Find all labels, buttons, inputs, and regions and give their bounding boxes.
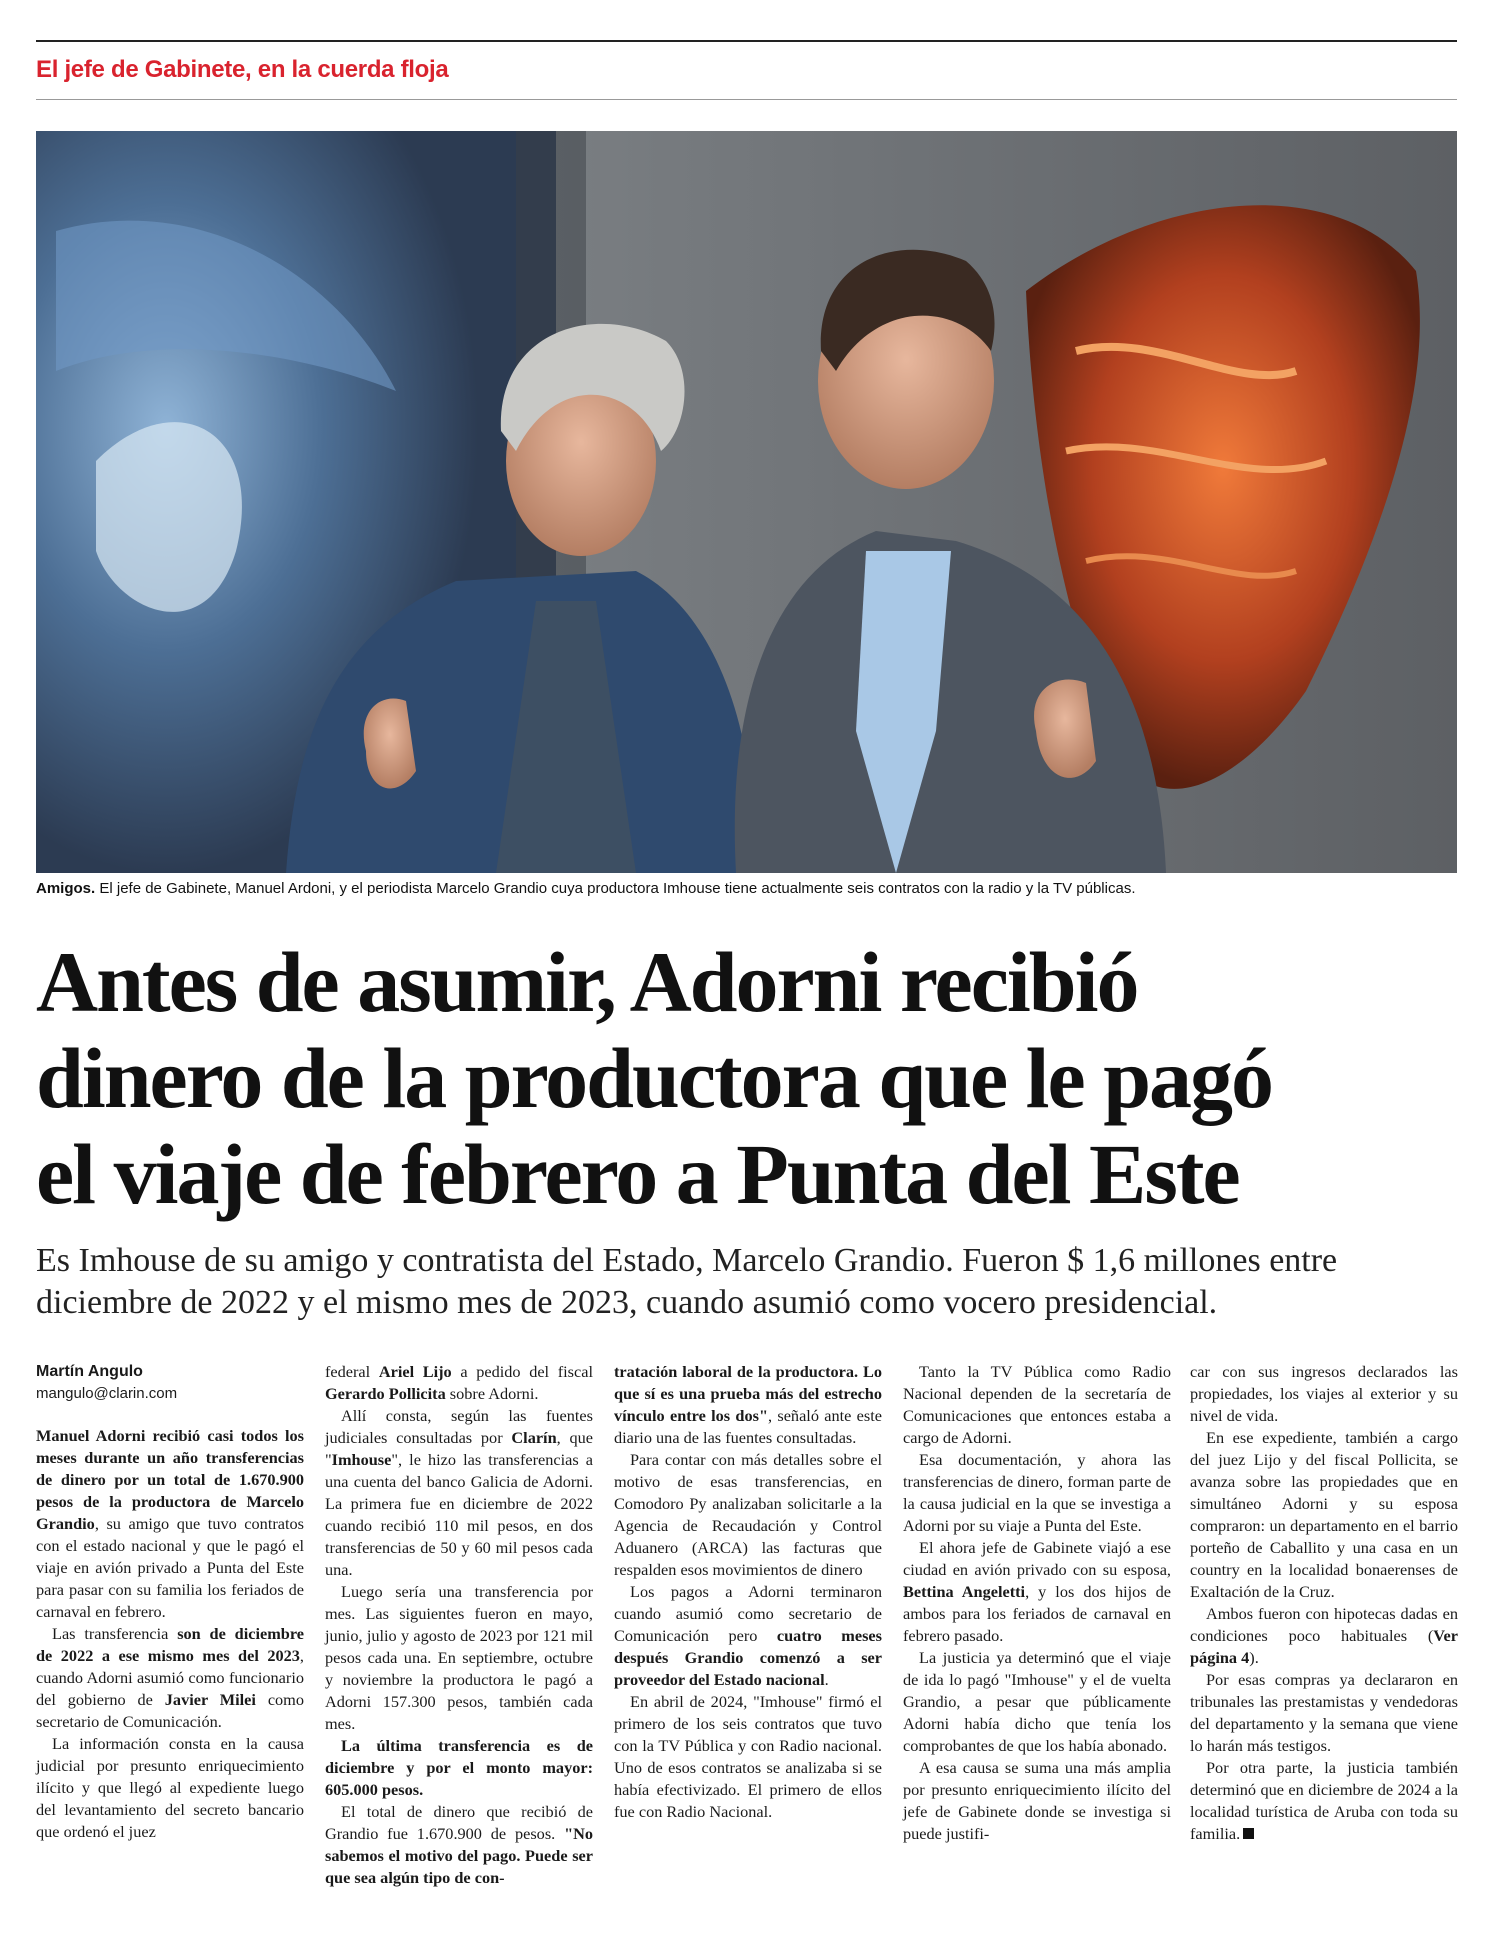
- headline: [36, 934, 1476, 1222]
- deck: [36, 1240, 1476, 1324]
- text: , señaló ante este diario una de las fuentes consultadas.: [614, 1406, 882, 1447]
- column-3: [614, 1361, 882, 1823]
- text: El total de dinero que recibió de Grandio fue 1.670.900 de pesos.: [325, 1802, 593, 1843]
- paragraph: A esa causa se suma una más amplia por presunto enriquecimiento ilícito del jefe de Gabinete donde se investiga si puede justifi-: [903, 1758, 1171, 1843]
- paragraph: [1190, 1603, 1458, 1669]
- text: ).: [1249, 1648, 1259, 1667]
- text: , cuando Adorni asumió como funcionario del gobierno de: [36, 1646, 304, 1709]
- bold-text: cuatro meses después Grandio comenzó a ser proveedor del Estado nacional: [614, 1626, 882, 1689]
- paragraph: Para contar con más detalles sobre el motivo de esas transferencias, en Comodoro Py analizaban solicitarle a la Agencia de Recaudación y Control Aduanero (ARCA) las facturas que respalden esos movimientos de dinero: [614, 1450, 882, 1579]
- text: El ahora jefe de Gabinete viajó a ese ciudad en avión privado con su esposa,: [903, 1538, 1171, 1579]
- bold-text: "No sabemos el motivo del pago. Puede ser que sea algún tipo de con-: [325, 1824, 593, 1887]
- caption-text: El jefe de Gabinete, Manuel Ardoni, y el periodista Marcelo Grandio cuya productora Imhouse tiene actualmente seis contratos con la radio y la TV públicas.: [95, 880, 1136, 897]
- byline-email: mangulo@clarin.com: [36, 1385, 178, 1402]
- paragraph: car con sus ingresos declarados las propiedades, los viajes al exterior y su nivel de vida.: [1190, 1362, 1458, 1425]
- paragraph: La justicia ya determinó que el viaje de ida lo pagó "Imhouse" y el de vuelta Grandio, a pesar que públicamente Adorni había dicho que tenía los comprobantes de que los había abonado.: [903, 1648, 1171, 1755]
- paragraph: [325, 1405, 593, 1581]
- paragraph: [614, 1361, 882, 1449]
- bold-text: La última transferencia es de diciembre y por el monto mayor: 605.000 pesos.: [325, 1736, 593, 1799]
- text: , su amigo que tuvo contratos con el estado nacional y que le pagó el viaje en avión privado a Punta del Este para pasar con su familia los feriados de carnaval en febrero.: [36, 1514, 304, 1621]
- caption-lead: Amigos.: [36, 880, 96, 897]
- text: Allí consta, según las fuentes judiciales consultadas por: [325, 1406, 593, 1447]
- headline-line-3: el viaje de febrero a Punta del Este: [36, 1126, 1239, 1222]
- column-2: [325, 1361, 593, 1889]
- paragraph: [325, 1735, 593, 1801]
- bold-text: Clarín: [511, 1428, 557, 1447]
- text: .: [824, 1670, 829, 1689]
- text: a pedido del fiscal: [451, 1362, 593, 1381]
- bold-text: son de diciembre de 2022 a ese mismo mes del 2023: [36, 1624, 304, 1665]
- byline-name: Martín Angulo: [36, 1363, 143, 1380]
- text: como secretario de Comunicación.: [36, 1690, 304, 1731]
- column-4: [903, 1361, 1171, 1845]
- photo-caption: [36, 880, 1457, 897]
- text: , que ": [325, 1428, 593, 1469]
- paragraph: La información consta en la causa judicial por presunto enriquecimiento ilícito y que llegó al expediente luego del levantamiento del secreto bancario que ordenó el juez: [36, 1734, 304, 1841]
- lead-bold: Manuel Adorni recibió casi todos los meses durante un año transferencias de dinero por un total de 1.670.900 pesos de la productora de Marcelo Grandio: [36, 1426, 304, 1533]
- column-1: [36, 1361, 304, 1843]
- text: ", le hizo las transferencias a una cuenta del banco Galicia de Adorni. La primera fue en diciembre de 2022 cuando recibió 110 mil pesos, en dos transferencias de 50 y 60 mil pesos cada una.: [325, 1450, 593, 1579]
- paragraph: [903, 1537, 1171, 1647]
- paragraph: En abril de 2024, "Imhouse" firmó el primero de los seis contratos que tuvo con la TV Pública y con Radio nacional. Uno de esos contratos se analizaba si se había efectivizado. El primero de ellos fue con Radio Nacional.: [614, 1692, 882, 1821]
- bold-text: Gerardo Pollicita: [325, 1384, 446, 1403]
- bold-text: tratación laboral de la productora. Lo que sí es una prueba más del estrecho vínculo entre los dos": [614, 1362, 882, 1425]
- headline-line-2: dinero de la productora que le pagó: [36, 1030, 1273, 1126]
- paragraph: Luego sería una transferencia por mes. Las siguientes fueron en mayo, junio, julio y agosto de 2023 por 121 mil pesos cada una. En septiembre, octubre y noviembre la productora le pagó a Adorni 157.300 pesos, también cada mes.: [325, 1582, 593, 1733]
- paragraph: [36, 1425, 304, 1623]
- text: Las transferencia: [52, 1624, 178, 1643]
- text: federal: [325, 1362, 379, 1381]
- paragraph: [614, 1581, 882, 1691]
- paragraph: En ese expediente, también a cargo del juez Lijo y del fiscal Pollicita, se avanza sobre las propiedades que en simultáneo Adorni y su esposa compraron: un departamento en el barrio porteño de Caballito y una casa en un country en la localidad bonaerenses de Exaltación de la Cruz.: [1190, 1428, 1458, 1601]
- column-5: [1190, 1361, 1458, 1845]
- text: sobre Adorni.: [445, 1384, 539, 1403]
- bold-text: Bettina Angeletti: [903, 1582, 1026, 1601]
- end-mark-icon: [1243, 1828, 1254, 1839]
- bold-text: Imhouse: [331, 1450, 392, 1469]
- paragraph: [325, 1361, 593, 1405]
- paragraph: Tanto la TV Pública como Radio Nacional dependen de la secretaría de Comunicaciones que entonces estaba a cargo de Adorni.: [903, 1362, 1171, 1447]
- text: Los pagos a Adorni terminaron cuando asumió como secretario de Comunicación pero: [614, 1582, 882, 1645]
- text: , y los dos hijos de ambos para los feriados de carnaval en febrero pasado.: [903, 1582, 1171, 1645]
- text: Por otra parte, la justicia también determinó que en diciembre de 2024 a la localidad turística de Aruba con toda su familia.: [1190, 1758, 1458, 1843]
- headline-line-1: Antes de asumir, Adorni recibió: [36, 934, 1138, 1030]
- text: Ambos fueron con hipotecas dadas en condiciones poco habituales (: [1190, 1604, 1458, 1645]
- page-reference: Ver página 4: [1190, 1626, 1458, 1667]
- paragraph: [1190, 1757, 1458, 1845]
- bold-text: Ariel Lijo: [378, 1362, 452, 1381]
- bold-text: Javier Milei: [164, 1690, 256, 1709]
- top-rule: [36, 40, 1457, 42]
- kicker-rule: [36, 99, 1457, 100]
- paragraph: [325, 1801, 593, 1889]
- paragraph: [36, 1623, 304, 1733]
- deck-line-1: Es Imhouse de su amigo y contratista del Estado, Marcelo Grandio. Fueron $ 1,6 millones entre: [36, 1242, 1338, 1279]
- section-kicker: El jefe de Gabinete, en la cuerda floja: [36, 56, 449, 83]
- article-photo: [36, 131, 1457, 873]
- paragraph: Esa documentación, y ahora las transferencias de dinero, forman parte de la causa judicial en la que se investiga a Adorni por su viaje a Punta del Este.: [903, 1450, 1171, 1535]
- paragraph: Por esas compras ya declararon en tribunales las prestamistas y vendedoras del departamento y la semana que viene lo harán más testigos.: [1190, 1670, 1458, 1755]
- deck-line-2: diciembre de 2022 y el mismo mes de 2023, cuando asumió como vocero presidencial.: [36, 1284, 1218, 1321]
